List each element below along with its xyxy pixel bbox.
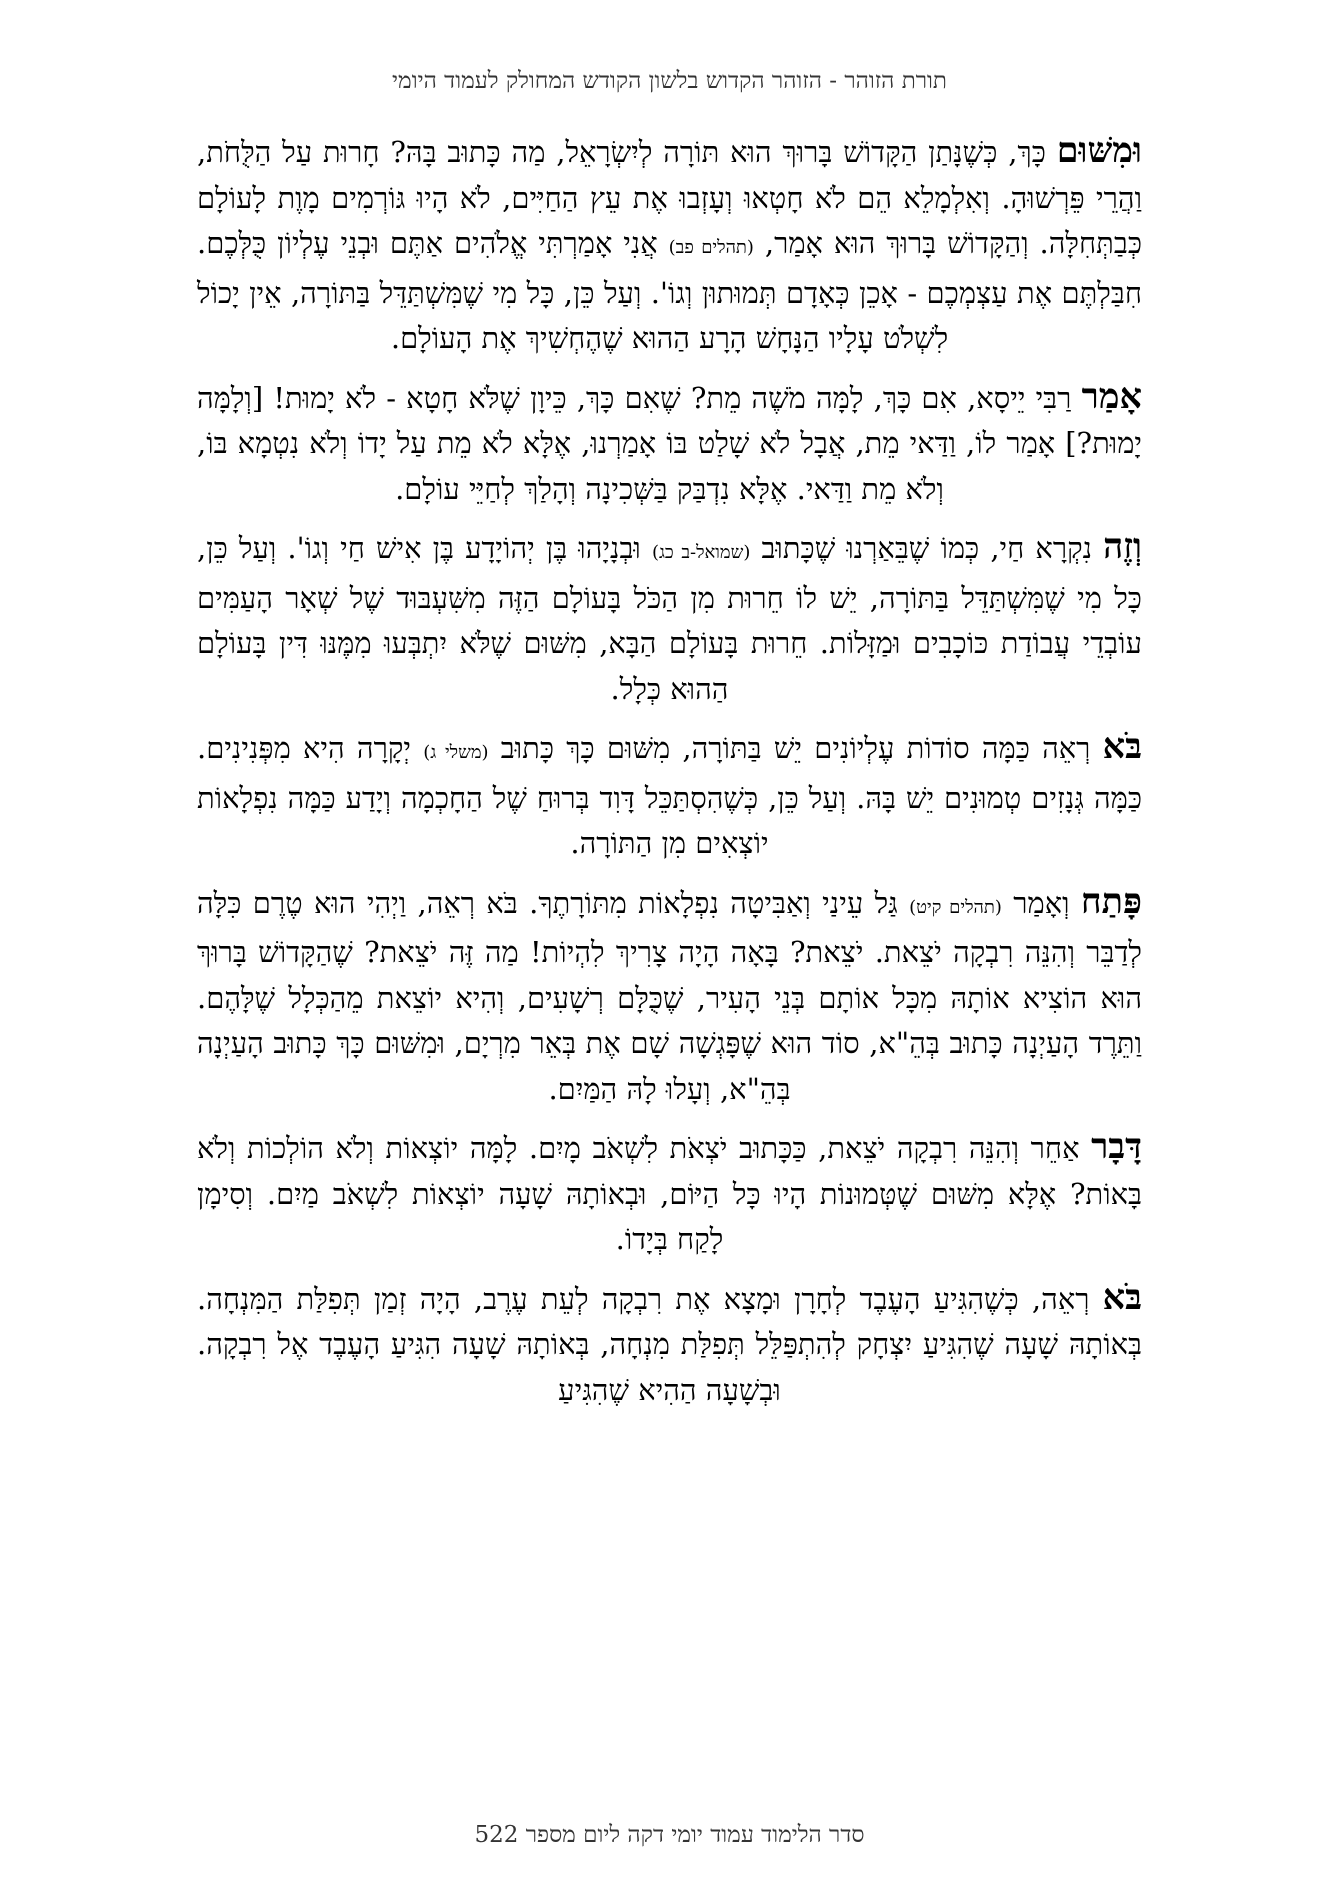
paragraph-text: רְאֵה, כְּשֶׁהִגִּיעַ הָעֶבֶד לְחָרָן וּמָצָא אֶת רִבְקָה לְעֵת עֶרֶב, הָיָה זְמַן תְּפִלַּת הַמִּנְחָה. בְּאוֹתָהּ שָׁעָה שֶׁהִגִּיעַ יִצְחָק לְהִתְפַּלֵּל תְּפִלַּת מִנְחָה, בְּאוֹתָהּ שָׁעָה הִגִּיעַ הָעֶבֶד אֶל רִבְקָה. וּבְשָׁעָה הַהִיא שֶׁהִגִּיעַ bbox=[197, 1281, 1142, 1407]
opening-word: פָּתַח bbox=[1080, 880, 1142, 922]
paragraph-7 bbox=[197, 1275, 1142, 1414]
paragraph-2 bbox=[197, 374, 1142, 513]
opening-word: וְזֶה bbox=[1103, 526, 1142, 567]
verse-reference: (שמואל-ב כג) bbox=[651, 542, 751, 563]
paragraph-5 bbox=[197, 879, 1142, 1113]
paragraph-1 bbox=[197, 128, 1142, 362]
opening-word: וּמִשּׁוּם bbox=[1056, 130, 1142, 171]
paragraph-text-cont: וּבְנָיָהוּ בֶּן יְהוֹיָדָע בֶּן אִישׁ חַי וְגוֹ'. וְעַל כֵּן, כָּל מִי שֶׁמִּשְׁתַּדֵּל בַּתּוֹרָה, יֵשׁ לוֹ חֵרוּת מִן הַכֹּל בָּעוֹלָם הַזֶּה מִשִּׁעְבּוּד שֶׁל שְׁאָר הָעַמִּים עוֹבְדֵי עֲבוֹדַת כּוֹכָבִים וּמַזָּלוֹת. חֵרוּת בָּעוֹלָם הַבָּא, מִשּׁוּם שֶׁלֹּא יִתְבְּעוּ מִמֶּנּוּ דִּין בָּעוֹלָם הַהוּא כְּלָל. bbox=[197, 531, 1142, 706]
paragraph-text-cont: יְקָרָה הִיא מִפְּנִינִים. כַּמָּה גְּנָזִים טְמוּנִים יֵשׁ בָּהּ. וְעַל כֵּן, כְּשֶׁהִסְתַּכֵּל דָּוִד בְּרוּחַ שֶׁל הַחָכְמָה וְיָדַע כַּמָּה נִפְלָאוֹת יוֹצְאִים מִן הַתּוֹרָה. bbox=[197, 731, 1142, 860]
verse-reference: (תהלים קיט) bbox=[909, 896, 1002, 918]
paragraph-text: רַבִּי יֵיסָא, אִם כָּךְ, לָמָּה מֹשֶׁה מֵת? שֶׁאִם כָּךְ, כֵּיוָן שֶׁלֹּא חָטָא - לֹא יָמוּת! [וְלָמָּה יָמוּת?] אָמַר לוֹ, וַדַּאי מֵת, אֲבָל לֹא שָׁלַט בּוֹ אָמַרְנוּ, אֶלָּא לֹא מֵת עַל יָדוֹ וְלֹא נִטְמָא בּוֹ, וְלֹא מֵת וַדַּאי. אֶלָּא נִדְבַּק בַּשְּׁכִינָה וְהָלַךְ לְחַיֵּי עוֹלָם. bbox=[197, 380, 1142, 506]
main-text bbox=[197, 128, 1142, 1425]
page-footer: סדר הלימוד עמוד יומי דקה ליום מספר 522 bbox=[474, 1822, 865, 1848]
opening-word: בֹּא bbox=[1102, 726, 1143, 767]
paragraph-text: וְאָמַר bbox=[1001, 885, 1081, 920]
paragraph-6 bbox=[197, 1124, 1142, 1263]
verse-reference: (משלי ג) bbox=[423, 742, 489, 763]
paragraph-4 bbox=[197, 724, 1142, 867]
paragraph-3 bbox=[197, 524, 1142, 712]
paragraph-text-cont: אֲנִי אָמַרְתִּי אֱלֹהִים אַתֶּם וּבְנֵי עֶלְיוֹן כֻּלְּכֶם. חִבַּלְתֶּם אֶת עַצְמְכֶם - אָכֵן כְּאָדָם תְּמוּתוּן וְגוֹ'. וְעַל כֵּן, כָּל מִי שֶׁמִּשְׁתַּדֵּל בַּתּוֹרָה, אֵין יָכוֹל לִשְׁלֹט עָלָיו הַנָּחָשׁ הָרָע הַהוּא שֶׁהֶחְשִׁיךְ אֶת הָעוֹלָם. bbox=[197, 226, 1142, 355]
paragraph-text: נִקְרָא חַי, כְּמוֹ שֶׁבֵּאַרְנוּ שֶׁכָּתוּב bbox=[750, 531, 1104, 565]
verse-reference: (תהלים פב) bbox=[668, 237, 754, 258]
opening-word: בֹּא bbox=[1102, 1276, 1142, 1318]
paragraph-text: אַחֵר וְהִנֵּה רִבְקָה יֹצֵאת, כַּכָּתוּב יֹצְאֹת לִשְׁאֹב מָיִם. לָמָּה יוֹצְאוֹת וְלֹא הוֹלְכוֹת וְלֹא בָּאוֹת? אֶלָּא מִשּׁוּם שֶׁטְּמוּנוֹת הָיוּ כָּל הַיּוֹם, וּבְאוֹתָהּ שָׁעָה יוֹצְאוֹת לִשְׁאֹב מַיִם. וְסִימָן לָקַח בְּיָדוֹ. bbox=[197, 1131, 1142, 1256]
paragraph-text: כָּךְ, כְּשֶׁנָּתַן הַקָּדוֹשׁ בָּרוּךְ הוּא תּוֹרָה לְיִשְׂרָאֵל, מַה כָּתוּב בָּהּ? חָרוּת עַל הַלֻּחֹת, וַהֲרֵי פֵּרְשׁוּהָ. וְאִלְמָלֵא הֵם לֹא חָטְאוּ וְעָזְבוּ אֶת עֵץ הַחַיִּים, לֹא הָיוּ גּוֹרְמִים מָוֶת לָעוֹלָם כְּבַתְּחִלָּה. וְהַקָּדוֹשׁ בָּרוּךְ הוּא אָמַר, bbox=[197, 135, 1142, 260]
paragraph-text: רְאֵה כַּמָּה סוֹדוֹת עֶלְיוֹנִים יֵשׁ בַּתּוֹרָה, מִשּׁוּם כָּךְ כָּתוּב bbox=[488, 731, 1103, 765]
opening-word: אָמַר bbox=[1081, 375, 1142, 417]
opening-word: דָּבָר bbox=[1091, 1126, 1142, 1167]
running-header: תורת הזוהר - הזוהר הקדוש בלשון הקודש המחולק לעמוד היומי bbox=[392, 68, 947, 94]
paragraph-text-cont: גַּל עֵינַי וְאַבִּיטָה נִפְלָאוֹת מִתּוֹרָתֶךָ. בֹּא רְאֵה, וַיְהִי הוּא טֶרֶם כִּלָּה לְדַבֵּר וְהִנֵּה רִבְקָה יֹצֵאת. יֹצֵאת? בָּאָה הָיָה צָרִיךְ לִהְיוֹת! מַה זֶּה יֹצֵאת? שֶׁהַקָּדוֹשׁ בָּרוּךְ הוּא הוֹצִיא אוֹתָהּ מִכָּל אוֹתָם בְּנֵי הָעִיר, שֶׁכֻּלָּם רְשָׁעִים, וְהִיא יוֹצֵאת מֵהַכְּלָל שֶׁלָּהֶם. וַתֵּרֶד הָעַיְנָה כָּתוּב בְּהֵ"א, סוֹד הוּא שֶׁפָּגְשָׁה שָׁם אֶת בְּאֵר מִרְיָם, וּמִשּׁוּם כָּךְ כָּתוּב הָעַיְנָה בְּהֵ"א, וְעָלוּ לָהּ הַמַּיִם. bbox=[197, 885, 1142, 1106]
